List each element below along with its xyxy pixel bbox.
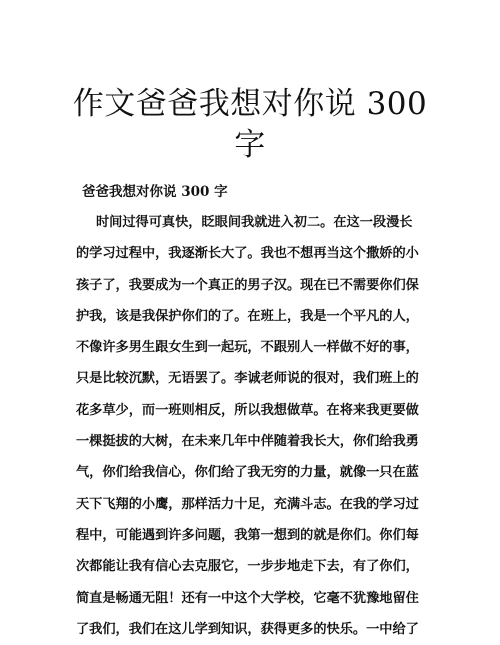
body-line: 简直是畅通无阻！还有一中这个大学校，它毫不犹豫地留住: [76, 590, 419, 606]
body-line: 花多草少，而一班则相反，所以我想做草。在将来我更要做: [76, 402, 419, 418]
body-line: 了我们，我们在这儿学到知识，获得更多的快乐。一中给了: [76, 621, 419, 637]
body-line: 天下飞翔的小鹰，那样活力十足，充满斗志。在我的学习过: [76, 496, 419, 512]
body-line: 程中，可能遇到许多问题，我第一想到的就是你们。你们每: [76, 527, 419, 543]
body-line: 孩子了，我要成为一个真正的男子汉。现在已不需要你们保: [76, 277, 419, 293]
document-body: [76, 207, 429, 645]
body-line: 护我，该是我保护你们的了。在班上，我是一个平凡的人，: [76, 308, 419, 324]
body-line: 时间过得可真快，眨眼间我就进入初二。在这一段漫长: [96, 215, 413, 230]
body-line: 次都能让我有信心去克服它，一步步地走下去，有了你们，: [76, 559, 419, 575]
document-title: 作文爸爸我想对你说 300 字: [72, 86, 428, 163]
document-subtitle: 爸爸我想对你说 300 字: [82, 184, 228, 200]
body-line: 不像许多男生跟女生到一起玩，不跟别人一样做不好的事，: [76, 340, 419, 356]
body-line: 只是比较沉默，无语罢了。李诚老师说的很对，我们班上的: [76, 371, 419, 387]
body-line: 气，你们给我信心，你们给了我无穷的力量，就像一只在蓝: [76, 465, 419, 481]
body-line: 的学习过程中，我逐渐长大了。我也不想再当这个撒娇的小: [76, 246, 419, 262]
body-line: 一棵挺拔的大树，在未来几年中伴随着我长大，你们给我勇: [76, 434, 419, 450]
